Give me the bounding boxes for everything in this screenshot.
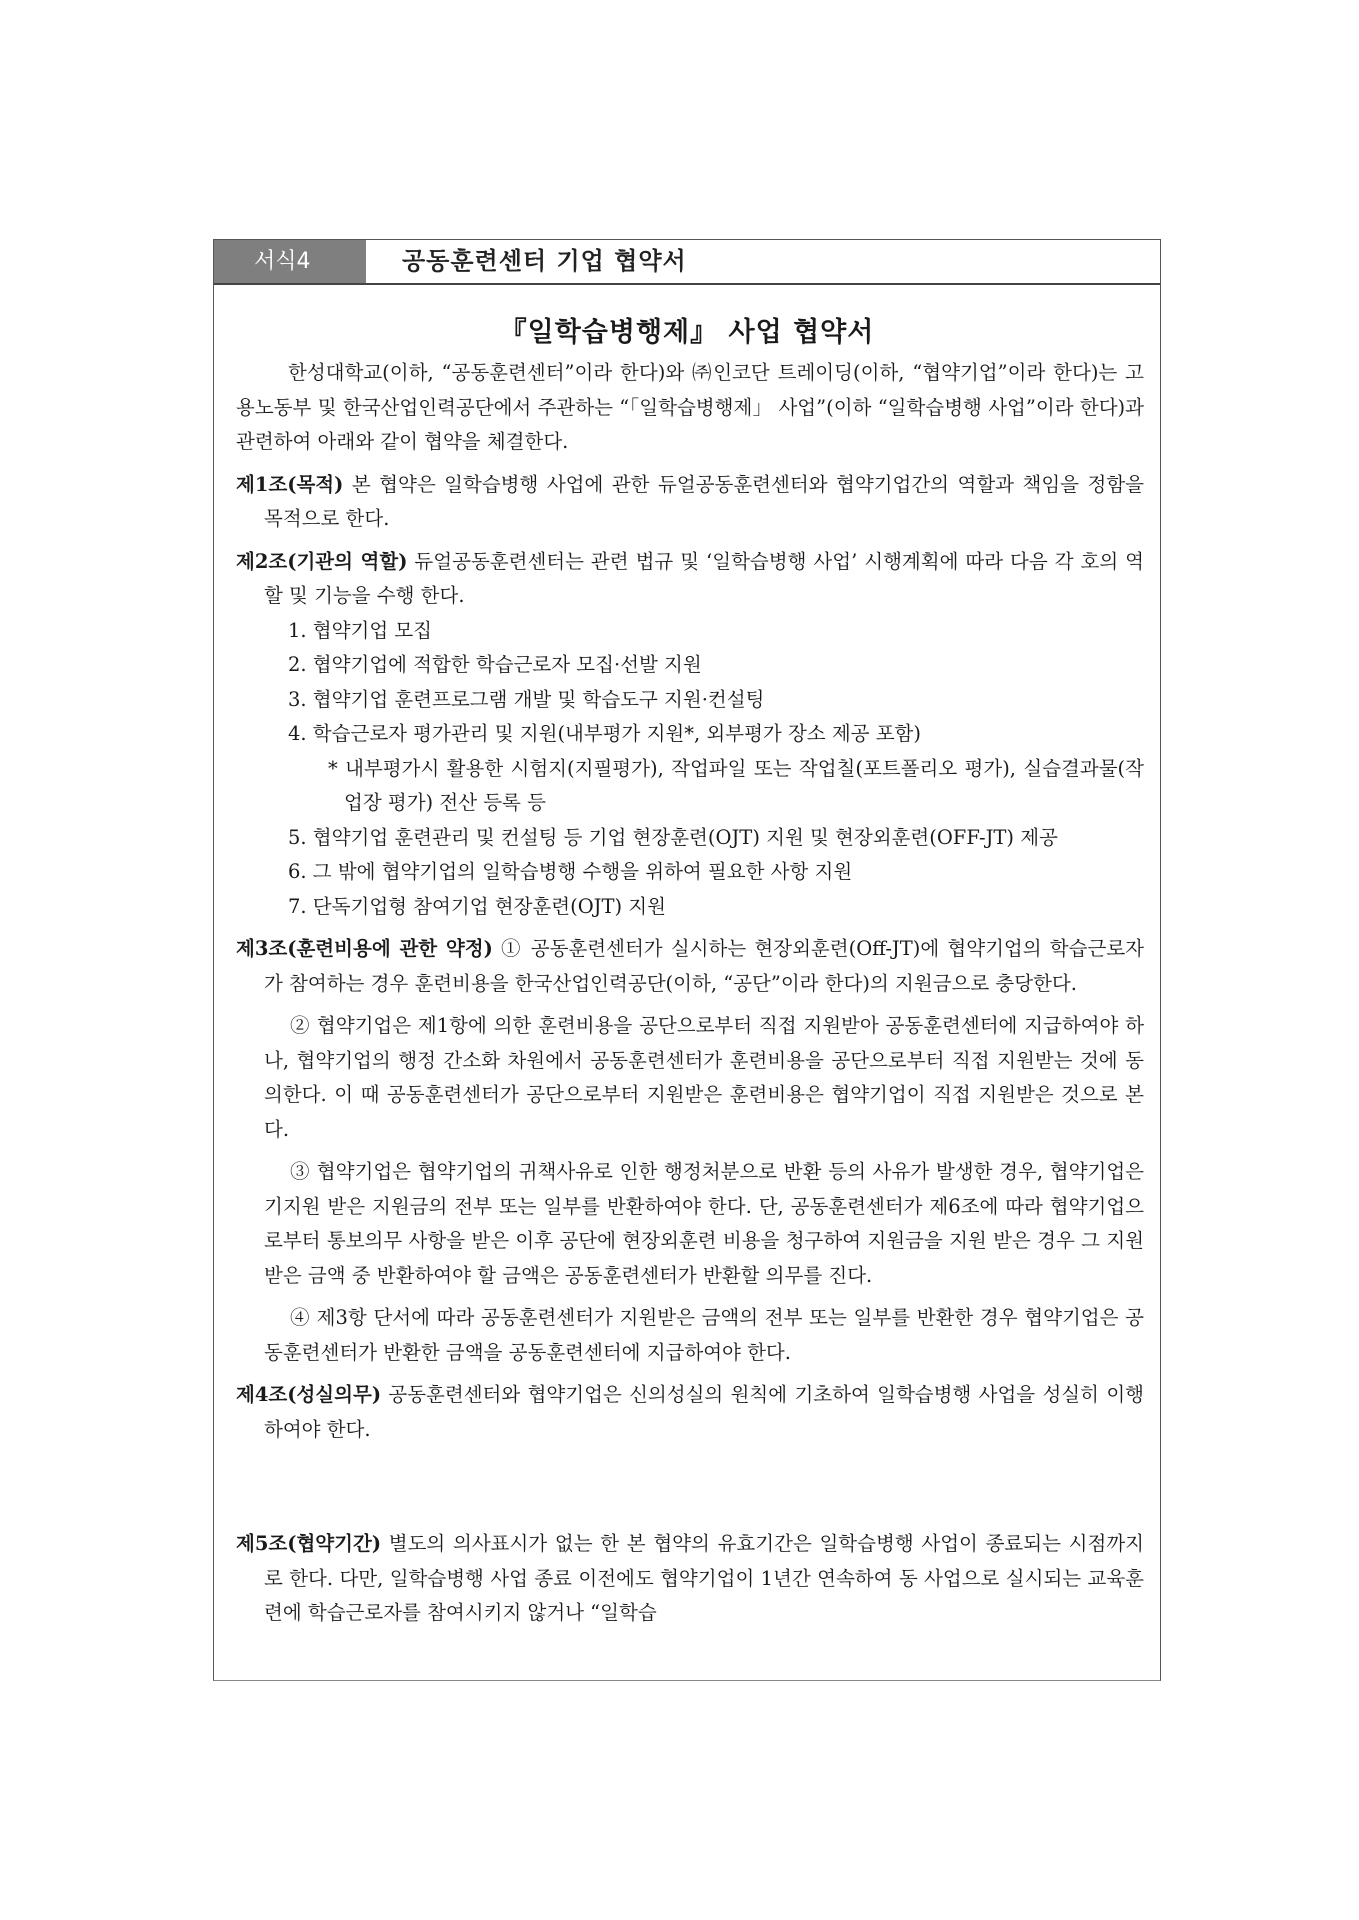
article-4-heading: 제4조(성실의무): [236, 1383, 382, 1406]
article-5-text: 별도의 의사표시가 없는 한 본 협약의 유효기간은 일학습병행 사업이 종료되는 시점까지로 한다. 다만, 일학습병행 사업 종료 이전에도 협약기업이 1년간 연속하여 동 사업으로 실시되는 교육훈련에 학습근로자를 참여시키지 않거나 “일학습: [264, 1532, 1144, 1624]
article-3-text: ① 공동훈련센터가 실시하는 현장외훈련(Off-JT)에 협약기업의 학습근로자가 참여하는 경우 훈련비용을 한국산업인력공단(이하, “공단”이라 한다)의 지원금으로 충당한다.: [264, 937, 1144, 995]
intro-paragraph: 한성대학교(이하, “공동훈련센터”이라 한다)와 ㈜인코단 트레이딩(이하, “협약기업”이라 한다)는 고용노동부 및 한국산업인력공단에서 주관하는 “「일학습병행제」 사업”(이하 “일학습병행 사업”이라 한다)과 관련하여 아래와 같이 협약을 체결한다.: [236, 361, 1144, 453]
spacer: [236, 1447, 1144, 1519]
form-header-title: 공동훈련센터 기업 협약서: [402, 247, 687, 275]
list-item: 5. 협약기업 훈련관리 및 컨설팅 등 기업 현장훈련(OJT) 지원 및 현장외훈련(OFF-JT) 제공: [288, 825, 1058, 849]
article-1: [236, 468, 1144, 537]
article-1-text: 본 협약은 일학습병행 사업에 관한 듀얼공동훈련센터와 협약기업간의 역할과 책임을 정함을 목적으로 한다.: [264, 472, 1144, 530]
article-3-paragraph-4: ④ 제3항 단서에 따라 공동훈련센터가 지원받은 금액의 전부 또는 일부를 반환한 경우 협약기업은 공동훈련센터가 반환한 금액을 공동훈련센터에 지급하여야 한다.: [264, 1306, 1144, 1364]
form-header: [214, 240, 1160, 285]
article-3-paragraph-2: ② 협약기업은 제1항에 의한 훈련비용을 공단으로부터 직접 지원받아 공동훈련센터에 지급하여야 하나, 협약기업의 행정 간소화 차원에서 공동훈련센터가 훈련비용을 공단으로부터 직접 지원받는 것에 동의한다. 이 때 공동훈련센터가 공단으로부터 지원받은 훈련비용은 협약기업이 직접 지원받은 것으로 본다.: [264, 1014, 1144, 1141]
article-4-text: 공동훈련센터와 협약기업은 신의성실의 원칙에 기초하여 일학습병행 사업을 성실히 이행하여야 한다.: [264, 1383, 1144, 1441]
article-2: [236, 545, 1144, 614]
document-body: [236, 356, 1144, 1631]
article-3: [236, 932, 1144, 1001]
article-2-text: 듀얼공동훈련센터는 관련 법규 및 ‘일학습병행 사업’ 시행계획에 따라 다음 각 호의 역할 및 기능을 수행 한다.: [264, 549, 1144, 607]
list-item: 4. 학습근로자 평가관리 및 지원(내부평가 지원*, 외부평가 장소 제공 포함): [288, 722, 921, 745]
list-footnote: * 내부평가시 활용한 시험지(지필평가), 작업파일 또는 작업칠(포트폴리오 평가), 실습결과물(작업장 평가) 전산 등록 등: [328, 756, 1144, 814]
article-1-heading: 제1조(목적): [236, 472, 344, 496]
article-2-heading: 제2조(기관의 역할): [236, 549, 408, 573]
list-item: 7. 단독기업형 참여기업 현장훈련(OJT) 지원: [288, 894, 666, 918]
article-3-heading: 제3조(훈련비용에 관한 약정): [236, 937, 493, 960]
list-item: 1. 협약기업 모집: [288, 618, 433, 642]
article-3-paragraph-3: ③ 협약기업은 협약기업의 귀책사유로 인한 행정처분으로 반환 등의 사유가 발생한 경우, 협약기업은 기지원 받은 지원금의 전부 또는 일부를 반환하여야 한다. 단, 공동훈련센터가 제6조에 따라 협약기업으로부터 통보의무 사항을 받은 이후 공단에 현장외훈련 비용을 청구하여 지원금을 지원 받은 경우 그 지원 받은 금액 중 반환하여야 할 금액은 공동훈련센터가 반환할 의무를 진다.: [264, 1160, 1144, 1287]
list-item: 3. 협약기업 훈련프로그램 개발 및 학습도구 지원·컨설팅: [288, 687, 765, 711]
list-item: 6. 그 밖에 협약기업의 일학습병행 수행을 위하여 필요한 사항 지원: [288, 860, 853, 883]
article-4: [236, 1378, 1144, 1447]
article-2-list: [236, 614, 1144, 925]
document-title: 『일학습병행제』 사업 협약서: [499, 317, 875, 348]
form-frame: [213, 239, 1161, 1681]
list-item: 2. 협약기업에 적합한 학습근로자 모집·선발 지원: [288, 653, 702, 676]
article-5: [236, 1527, 1144, 1631]
article-5-heading: 제5조(협약기간): [236, 1532, 382, 1555]
form-number-tag: 서식4: [214, 240, 366, 283]
